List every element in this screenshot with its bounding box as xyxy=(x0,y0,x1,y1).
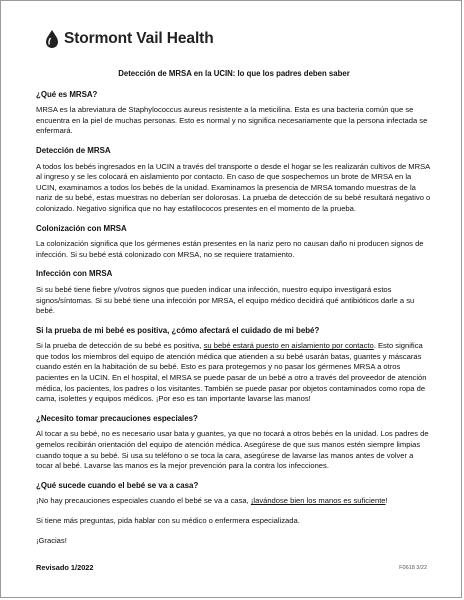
positiva-underlined-text: su bebé estará puesto en aislamiento por contacto xyxy=(203,341,374,351)
heading-colonizacion: Colonización con MRSA xyxy=(36,223,127,233)
closing-questions: Si tiene más preguntas, pida hablar con su médico o enfermera especializada. xyxy=(36,516,300,525)
document-title: Detección de MRSA en la UCIN: lo que los padres deben saber xyxy=(118,69,350,78)
form-code: F0618 3/22 xyxy=(399,565,427,571)
paragraph-precauciones: Al tocar a su bebé, no es necesario usar bata y guantes, ya que no tocará a otros bebés en la unidad. Los padres de gemelos recibirán orientación del equipo de atención médica. Asegúrese de que sus manos estén siempre limpias cuando toque a su bebé. Si usa su teléfono o se toca la cara, asegúrese de lavarse las manos antes de volver a tocar al bebé. Lavarse las manos es la mejor prevención para la contra los infecciones. xyxy=(36,429,429,471)
document-content xyxy=(36,69,432,555)
heading-deteccion: Detección de MRSA xyxy=(36,145,111,155)
paragraph-deteccion: A todos los bebés ingresados en la UCIN a través del transporte o desde el hogar se les realizarán cultivos de MRSA al ingreso y se les colocará en aislamiento por contacto. En caso de que sospechemos un brote de MRSA en la UCIN, examinamos a todos los bebés de la unidad. Examinamos la presencia de MRSA tomando muestras de la nariz de su bebé, estas muestras no deberían ser dolorosas. La prueba de detección de su bebé resultará negativo o colonizado. Negativo significa que no hay estafilococos presentes en el momento de la prueba. xyxy=(36,161,431,213)
heading-infeccion: Infección con MRSA xyxy=(36,269,113,279)
logo-text: Stormont Vail Health xyxy=(64,30,214,47)
paragraph-colonizacion: La colonización significa que los gérmenes están presentes en la nariz pero no causan daño ni producen signos de infección. Si su bebé está colonizado con MRSA, no se requiere tratamiento. xyxy=(36,239,424,259)
heading-precauciones: ¿Necesito tomar precauciones especiales? xyxy=(36,413,198,423)
paragraph-casa xyxy=(36,496,432,507)
revision-date: Revisado 1/2022 xyxy=(36,563,94,572)
heading-casa: ¿Qué sucede cuando el bebé se va a casa? xyxy=(36,480,199,490)
paragraph-positiva xyxy=(36,341,432,405)
drop-icon xyxy=(45,29,59,49)
positiva-text-start: Si la prueba de detección de su bebé es positiva, xyxy=(36,341,204,351)
positiva-text-end: . Esto significa que todos los miembros del equipo de atención médica que atienden a su bebé usarán batas, guantes y máscaras cuando estén en la habitación de su bebé. Esto es para protegernos y no pasar los gérmenes MRSA a otros pacientes en la UCIN. En el hospital, el MRSA se puede pasar de un bebé a otro a través del proveedor de atención médica, los pacientes, los padres o los visitantes. También se puede pasar por objetos contaminados como ropa de cama, isolettes y equipos médicos. ¡Por eso es tan importante lavarse las manos! xyxy=(36,341,427,404)
paragraph-que-es: MRSA es la abreviatura de Staphylococcus aureus resistente a la meticilina. Esta es una bacteria común que se encuentra en la piel de muchas personas. Esto es normal y no significa necesariamente que la persona infectada se enfermará. xyxy=(36,105,428,136)
casa-text-end: ! xyxy=(385,496,388,506)
logo xyxy=(45,29,214,49)
casa-underlined-text: ¡lavándose bien los manos es suficiente xyxy=(250,496,386,506)
paragraph-infeccion: Si su bebé tiene fiebre y/votros signos que pueden indicar una infección, nuestro equipo investigará estos signos/síntomas. Si su bebé tiene una infección por MRSA, el equipo médico decidirá qué antibióticos darle a su bebé. xyxy=(36,284,415,316)
closing-thanks: ¡Gracias! xyxy=(36,535,67,545)
heading-positiva: Si la prueba de mi bebé es positiva, ¿cómo afectará el cuidado de mi bebé? xyxy=(36,325,320,335)
heading-que-es: ¿Qué es MRSA? xyxy=(36,89,98,99)
casa-text-start: ¡No hay precauciones especiales cuando el bebé se va a casa, xyxy=(36,496,251,506)
